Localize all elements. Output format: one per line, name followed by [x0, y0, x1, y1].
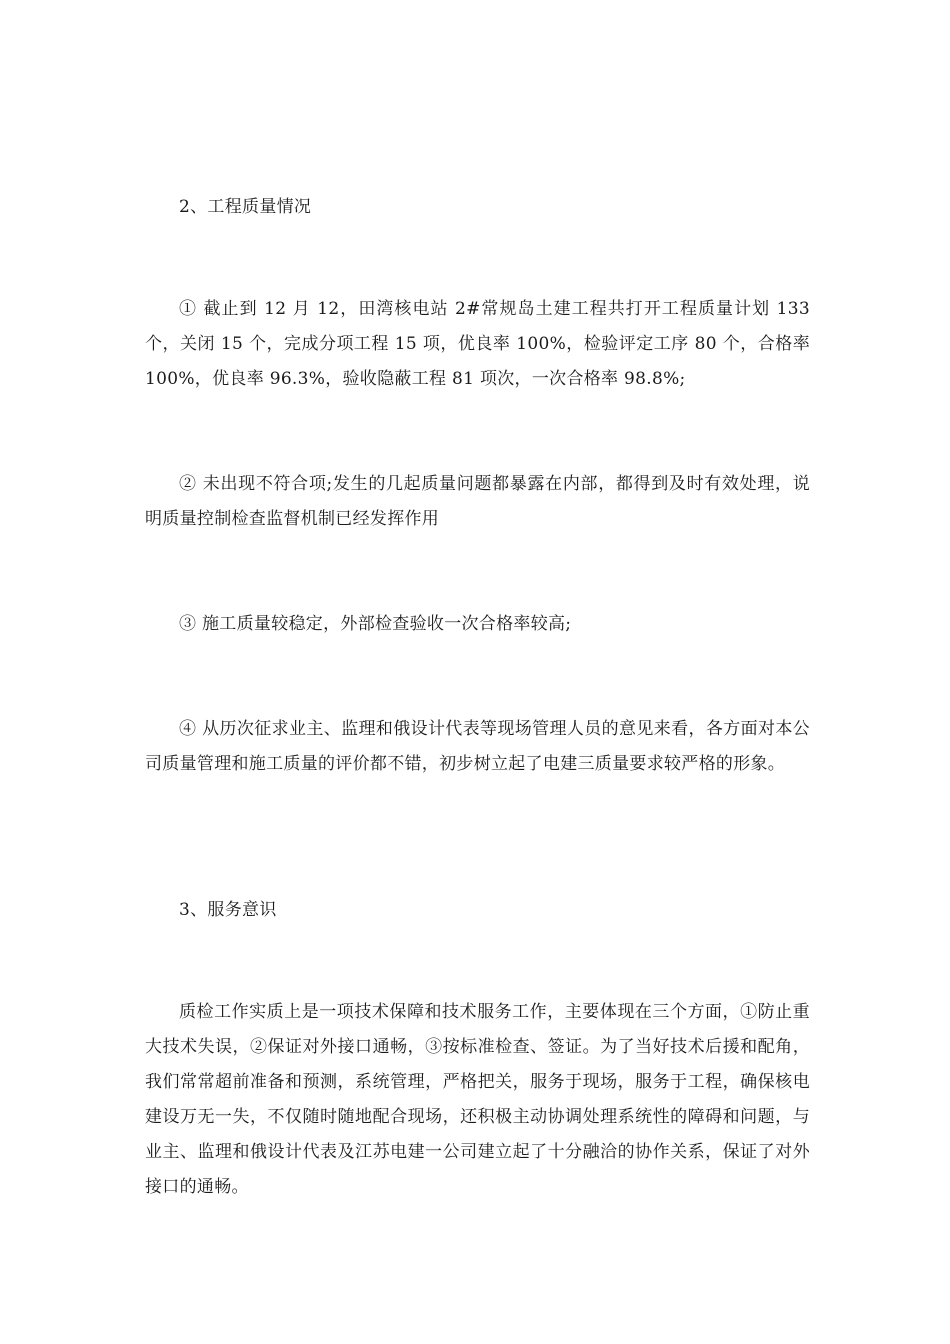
quality-item-3-block — [145, 607, 810, 642]
quality-item-2-block — [145, 467, 810, 537]
section-2-heading-block — [145, 190, 810, 225]
section-3-body-block — [145, 995, 810, 1205]
quality-item-1-block — [145, 292, 810, 397]
section-3-heading-block — [145, 893, 810, 928]
section-3-heading: 3、服务意识 — [179, 900, 277, 920]
quality-item-2: ② 未出现不符合项;发生的几起质量问题都暴露在内部，都得到及时有效处理，说明质量控制检查监督机制已经发挥作用 — [145, 474, 810, 529]
section-2-heading: 2、工程质量情况 — [179, 197, 312, 217]
quality-item-1: ① 截止到 12 月 12，田湾核电站 2#常规岛土建工程共打开工程质量计划 133 个，关闭 15 个，完成分项工程 15 项，优良率 100%，检验评定工序 80 个，合格率 100%，优良率 96.3%，验收隐蔽工程 81 项次，一次合格率 98.8%; — [145, 299, 810, 389]
quality-item-3: ③ 施工质量较稳定，外部检查验收一次合格率较高; — [179, 614, 572, 634]
section-3-body: 质检工作实质上是一项技术保障和技术服务工作，主要体现在三个方面，①防止重大技术失误，②保证对外接口通畅，③按标准检查、签证。为了当好技术后援和配角，我们常常超前准备和预测，系统管理，严格把关，服务于现场，服务于工程，确保核电建设万无一失，不仅随时随地配合现场，还积极主动协调处理系统性的障碍和问题，与业主、监理和俄设计代表及江苏电建一公司建立起了十分融洽的协作关系，保证了对外接口的通畅。 — [145, 1002, 810, 1197]
quality-item-4: ④ 从历次征求业主、监理和俄设计代表等现场管理人员的意见来看，各方面对本公司质量管理和施工质量的评价都不错，初步树立起了电建三质量要求较严格的形象。 — [145, 719, 810, 774]
quality-item-4-block — [145, 712, 810, 782]
